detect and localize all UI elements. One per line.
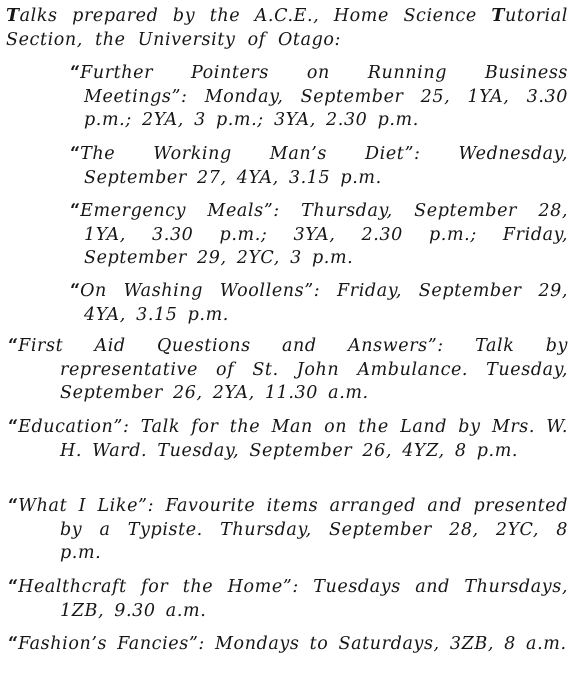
talk-schedule: ”: Friday, September 29, 4YA, 3.15 p.m. (84, 281, 568, 325)
talk-item-first-aid (4, 335, 568, 406)
talk-schedule: ”: Talk for the Man on the Land by Mrs. W. H. Ward. Tuesday, September 26, 4YZ, 8 p.m. (60, 417, 568, 461)
bullet-quote-mark: “ (8, 336, 19, 356)
talk-title: Healthcraft for the Home (18, 577, 283, 597)
open-quote-mark: “ (70, 201, 81, 221)
open-quote-mark: “ (70, 63, 81, 83)
talk-schedule: ”: Mondays to Saturdays, 3ZB, 8 a.m. (188, 634, 567, 654)
bullet-quote-mark: “ (8, 417, 19, 437)
talk-title: Education (18, 417, 114, 437)
open-quote-mark: “ (70, 144, 81, 164)
talk-schedule: ”: Thursday, September 28, 1YA, 3.30 p.m.; 3YA, 2.30 p.m.; Friday, September 29, 2YC, 3 p.m. (84, 201, 568, 268)
talk-title: The Working Man’s Diet (80, 144, 405, 164)
talk-item-education (4, 416, 568, 463)
talk-title: Emergency Meals (80, 201, 264, 221)
intro-text-line-2: utorial Section, the University of Otago: (6, 6, 568, 50)
intro-paragraph (6, 4, 568, 52)
bullet-quote-mark: “ (8, 634, 19, 654)
talk-schedule: ”: Wednesday, September 27, 4YA, 3.15 p.m. (84, 144, 568, 188)
talk-title: On Washing Woollens (80, 281, 305, 301)
intro-text-line-1: alks prepared by the A.C.E., Home Science (19, 6, 492, 26)
talk-item-business-meetings (70, 62, 568, 133)
talk-title: What I Like (18, 496, 139, 516)
talk-title: First Aid Questions and Answers (18, 336, 428, 356)
talk-title: Further Pointers on Running Business Meetings (80, 63, 568, 107)
talk-schedule: ”: Talk by representative of St. John Ambulance. Tuesday, September 26, 2YA, 11.30 a.m. (60, 336, 568, 403)
talk-item-emergency-meals (70, 200, 568, 271)
talk-schedule: ”: Tuesdays and Thursdays, 1ZB, 9.30 a.m. (60, 577, 568, 621)
talk-item-working-mans-diet (70, 143, 568, 190)
talk-item-healthcraft (4, 576, 568, 623)
bullet-quote-mark: “ (8, 577, 19, 597)
talk-item-fashions-fancies (4, 633, 568, 657)
intro-initial-t: T (6, 6, 20, 26)
talk-schedule: ”: Monday, September 25, 1YA, 3.30 p.m.; 2YA, 3 p.m.; 3YA, 2.30 p.m. (84, 86, 568, 130)
talk-title: Fashion’s Fancies (18, 634, 189, 654)
intro-initial-t-2: T (491, 6, 505, 26)
open-quote-mark: “ (70, 281, 81, 301)
talk-item-washing-woollens (70, 280, 568, 327)
bullet-quote-mark: “ (8, 496, 19, 516)
talk-schedule: ”: Favourite items arranged and presented by a Typiste. Thursday, September 28, 2YC, 8 p.m. (60, 496, 568, 563)
talk-item-what-i-like (4, 495, 568, 566)
